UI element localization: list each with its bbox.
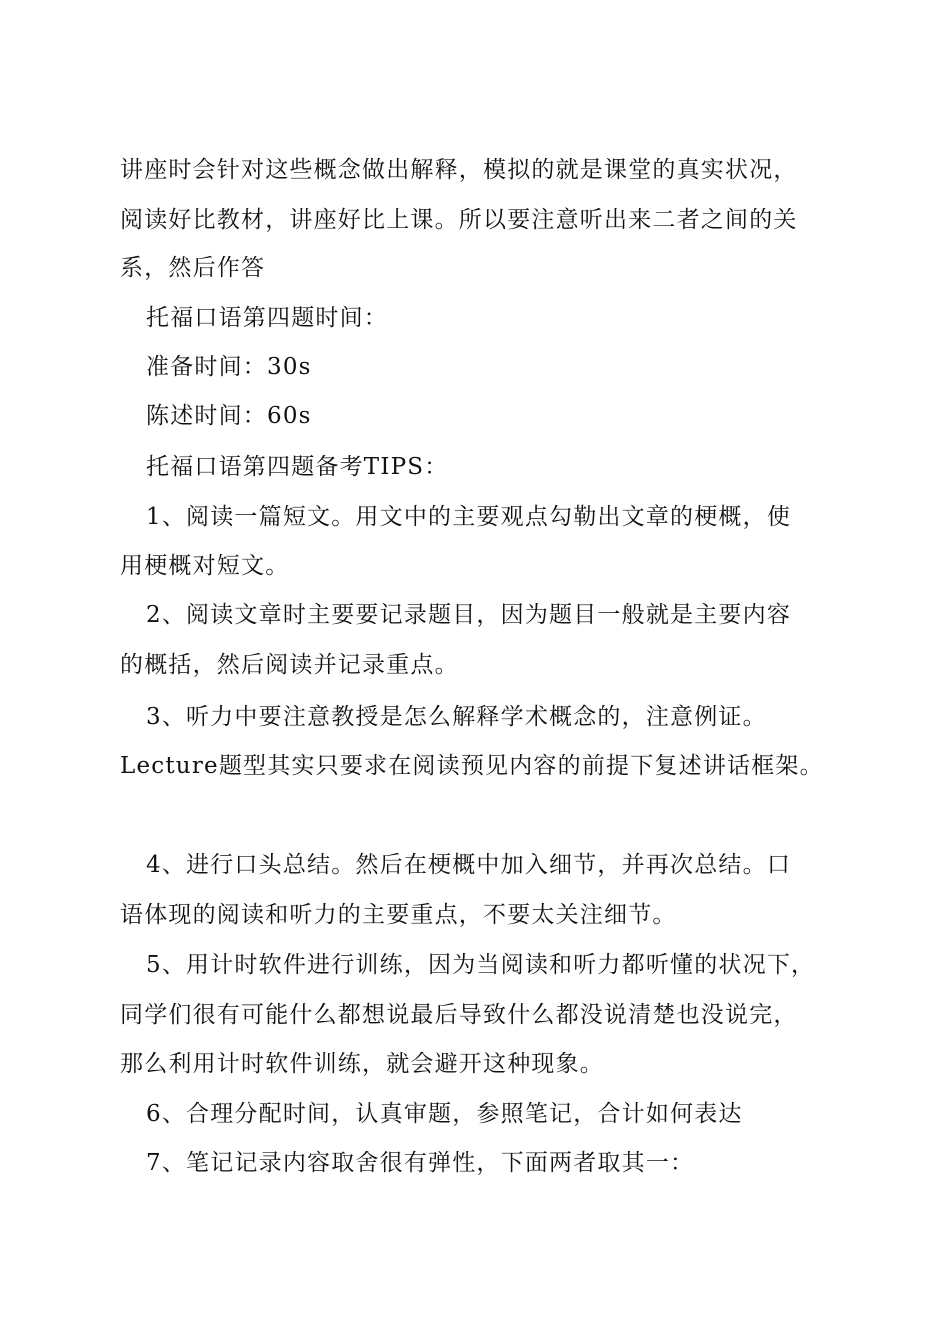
text-line: 讲座时会针对这些概念做出解释，模拟的就是课堂的真实状况， bbox=[120, 157, 798, 183]
text-line: 那么利用计时软件训练，就会避开这种现象。 bbox=[120, 1051, 604, 1077]
text-line: Lecture题型其实只要求在阅读预见内容的前提下复述讲话框架。 bbox=[120, 753, 824, 779]
list-item: 7、笔记记录内容取舍很有弹性，下面两者取其一： bbox=[146, 1150, 695, 1176]
section-heading: 托福口语第四题时间： bbox=[146, 305, 388, 331]
text-line: 的概括，然后阅读并记录重点。 bbox=[120, 652, 459, 678]
text-line: 陈述时间：60s bbox=[146, 403, 312, 429]
list-item: 4、进行口头总结。然后在梗概中加入细节，并再次总结。口 bbox=[146, 852, 792, 878]
list-item: 2、阅读文章时主要要记录题目，因为题目一般就是主要内容 bbox=[146, 602, 792, 628]
section-heading: 托福口语第四题备考TIPS： bbox=[146, 454, 449, 480]
list-item: 6、合理分配时间，认真审题，参照笔记，合计如何表达 bbox=[146, 1101, 743, 1127]
text-line: 语体现的阅读和听力的主要重点，不要太关注细节。 bbox=[120, 902, 677, 928]
text-line: 系，然后作答 bbox=[120, 255, 266, 281]
list-item: 3、听力中要注意教授是怎么解释学术概念的，注意例证。 bbox=[146, 704, 767, 730]
text-line: 用梗概对短文。 bbox=[120, 553, 290, 579]
list-item: 5、用计时软件进行训练，因为当阅读和听力都听懂的状况下， bbox=[146, 952, 816, 978]
text-line: 同学们很有可能什么都想说最后导致什么都没说清楚也没说完， bbox=[120, 1002, 798, 1028]
text-line: 阅读好比教材，讲座好比上课。所以要注意听出来二者之间的关 bbox=[120, 207, 798, 233]
text-line: 准备时间：30s bbox=[146, 354, 312, 380]
list-item: 1、阅读一篇短文。用文中的主要观点勾勒出文章的梗概，使 bbox=[146, 504, 792, 530]
